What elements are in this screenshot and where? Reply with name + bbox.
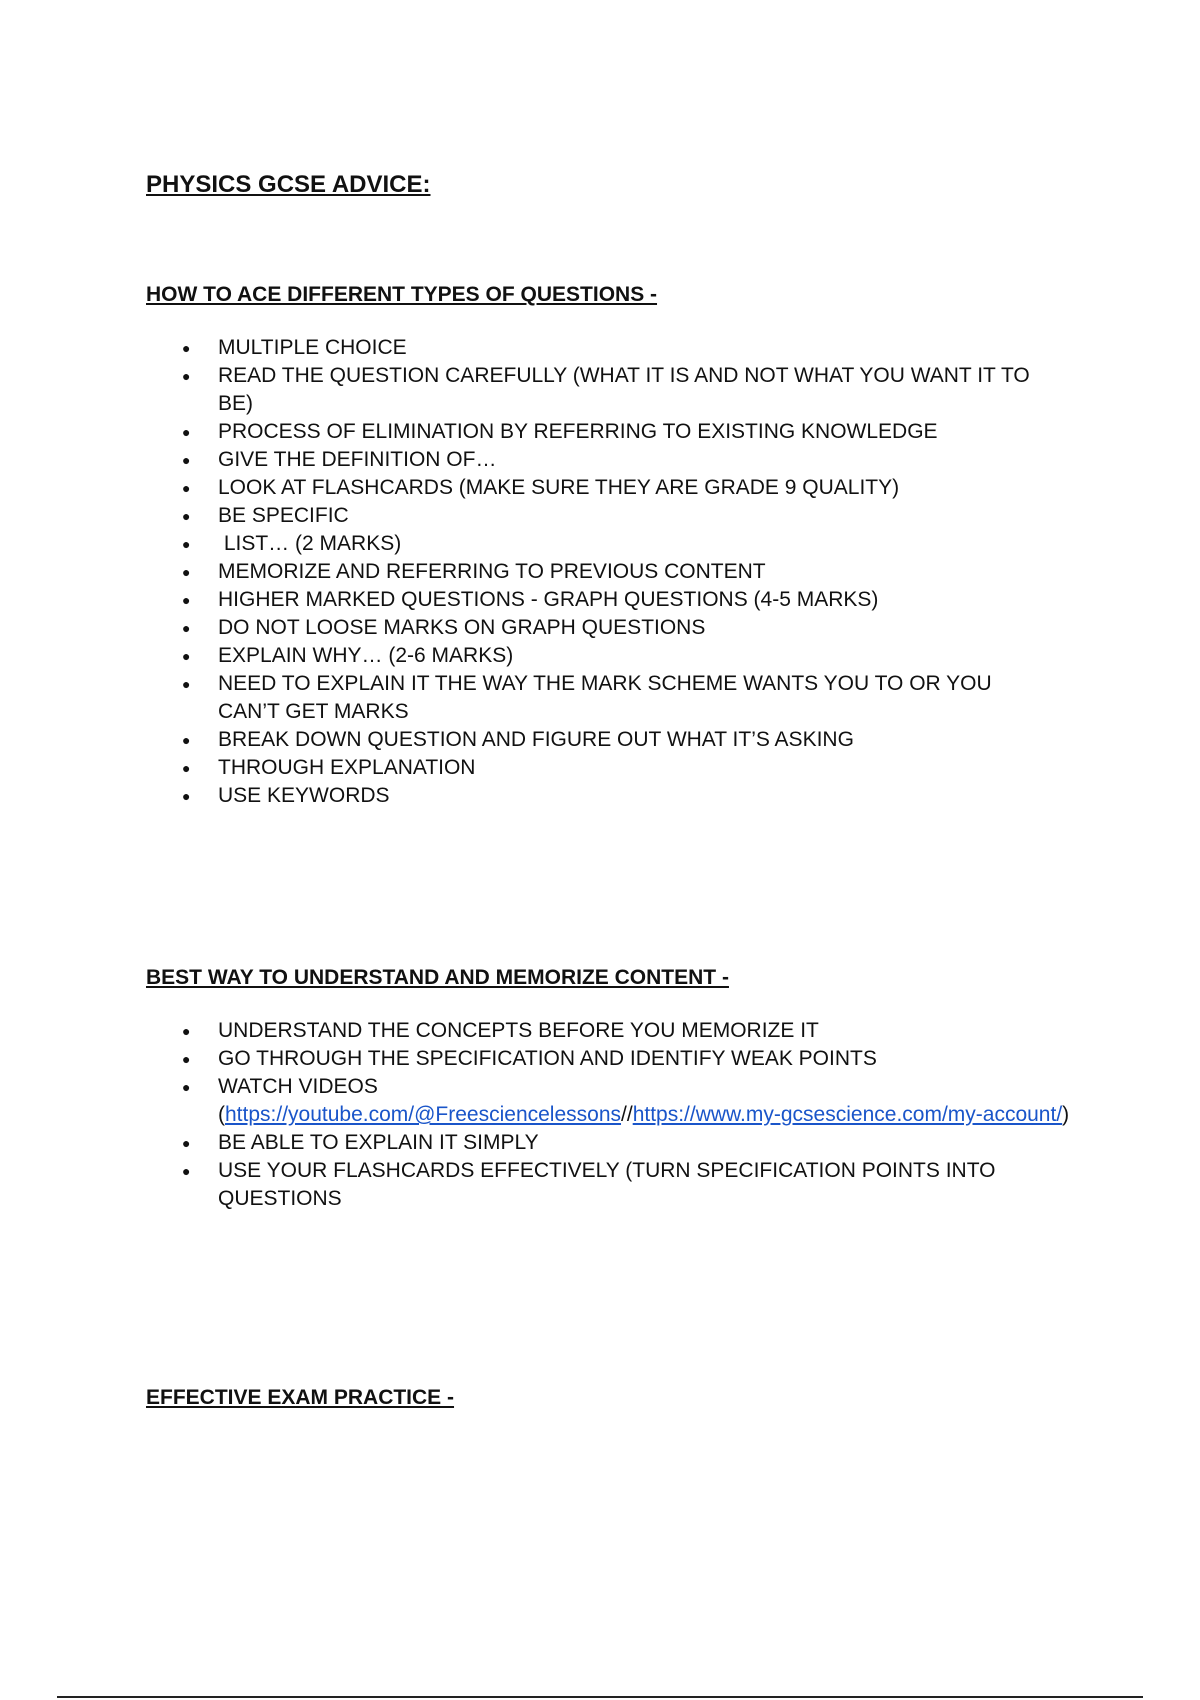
list-item-text-continued: CAN’T GET MARKS: [218, 700, 409, 723]
questions-list: [146, 334, 1096, 810]
list-item-text: PROCESS OF ELIMINATION BY REFERRING TO EXISTING KNOWLEDGE: [218, 420, 938, 443]
memorize-list: [146, 1017, 1096, 1213]
list-item: [146, 1045, 1096, 1073]
list-item: [146, 502, 1096, 530]
list-item: [146, 530, 1096, 558]
section-heading-questions: HOW TO ACE DIFFERENT TYPES OF QUESTIONS -: [146, 283, 658, 306]
paren-open: (: [218, 1103, 225, 1126]
list-item: [146, 558, 1096, 586]
list-item: [146, 334, 1096, 362]
list-item-text: DO NOT LOOSE MARKS ON GRAPH QUESTIONS: [218, 616, 706, 639]
list-item: [146, 642, 1096, 670]
list-item: [146, 1157, 1096, 1213]
list-item-text: ● USE YOUR FLASHCARDS EFFECTIVELY (TURN SPECIFICATION POINTS INTO: [218, 1159, 996, 1182]
list-item: [146, 782, 1096, 810]
list-item: [146, 1129, 1096, 1157]
list-item-text: UNDERSTAND THE CONCEPTS BEFORE YOU MEMORIZE IT: [218, 1019, 819, 1042]
list-item-text: THROUGH EXPLANATION: [218, 756, 476, 779]
list-item: [146, 418, 1096, 446]
list-item: [146, 362, 1096, 418]
list-item-text: HIGHER MARKED QUESTIONS - GRAPH QUESTIONS (4-5 MARKS): [218, 588, 879, 611]
youtube-link[interactable]: https://youtube.com/@Freesciencelessons: [225, 1103, 622, 1126]
list-item-text: ● NEED TO EXPLAIN IT THE WAY THE MARK SCHEME WANTS YOU TO OR YOU: [218, 672, 992, 695]
video-links: [218, 1101, 1096, 1129]
list-item: [146, 614, 1096, 642]
paren-close: ): [1062, 1103, 1070, 1126]
list-item: [146, 474, 1096, 502]
section-heading-memorize: BEST WAY TO UNDERSTAND AND MEMORIZE CONTENT -: [146, 966, 729, 989]
list-item-text: ● READ THE QUESTION CAREFULLY (WHAT IT IS AND NOT WHAT YOU WANT IT TO: [218, 364, 1030, 387]
list-item-text: EXPLAIN WHY… (2-6 MARKS): [218, 644, 514, 667]
list-item: [146, 754, 1096, 782]
list-item-text: MEMORIZE AND REFERRING TO PREVIOUS CONTENT: [218, 560, 766, 583]
list-item: [146, 670, 1096, 726]
list-item-text-continued: QUESTIONS: [218, 1187, 342, 1210]
list-item: [146, 726, 1096, 754]
list-item-text: BREAK DOWN QUESTION AND FIGURE OUT WHAT IT’S ASKING: [218, 728, 854, 751]
section-heading-exam: EFFECTIVE EXAM PRACTICE -: [146, 1386, 455, 1409]
list-item-text: LIST… (2 MARKS): [218, 532, 402, 555]
list-item: [146, 586, 1096, 614]
my-gcsescience-link[interactable]: https://www.my-gcsescience.com/my-account/: [632, 1103, 1063, 1126]
list-item: [146, 446, 1096, 474]
list-item: [146, 1017, 1096, 1045]
list-item-text: BE ABLE TO EXPLAIN IT SIMPLY: [218, 1131, 539, 1154]
list-item-text: LOOK AT FLASHCARDS (MAKE SURE THEY ARE GRADE 9 QUALITY): [218, 476, 900, 499]
bottom-divider: [57, 1696, 1143, 1698]
list-item-text-continued: BE): [218, 392, 254, 415]
list-item-text: GO THROUGH THE SPECIFICATION AND IDENTIFY WEAK POINTS: [218, 1047, 877, 1070]
link-separator: //: [621, 1103, 633, 1126]
list-item-text: USE KEYWORDS: [218, 784, 390, 807]
list-item-text: BE SPECIFIC: [218, 504, 349, 527]
list-item-text: MULTIPLE CHOICE: [218, 336, 407, 359]
page-title: PHYSICS GCSE ADVICE:: [146, 171, 431, 198]
list-item: [146, 1073, 1096, 1129]
list-item-text: GIVE THE DEFINITION OF…: [218, 448, 497, 471]
list-item-text: ● WATCH VIDEOS: [218, 1075, 378, 1098]
